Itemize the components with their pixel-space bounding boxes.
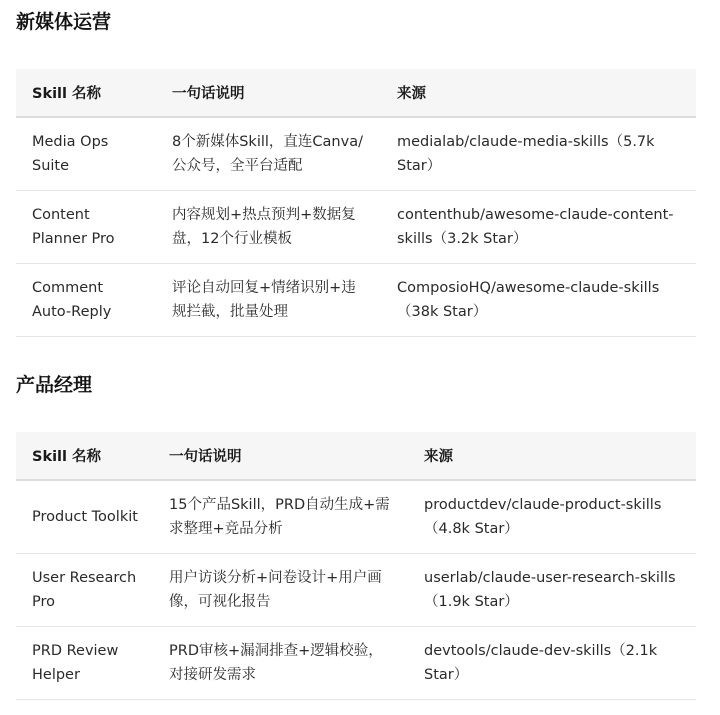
table-row — [16, 627, 696, 700]
skill-name-cell — [16, 480, 153, 554]
description-line: 求整理+竞品分析 — [169, 521, 283, 537]
column-header-description: 一句话说明 — [153, 432, 408, 480]
table-row — [16, 554, 696, 627]
description-line: 用户访谈分析+问卷设计+用户画 — [169, 570, 382, 586]
description-line: 内容规划+热点预判+数据复 — [172, 207, 356, 223]
description-line: 规拦截，批量处理 — [172, 304, 288, 320]
skill-name-line: Planner Pro — [32, 231, 115, 247]
source-line: medialab/claude-media-skills（5.7k — [397, 134, 655, 150]
source-line: （4.8k Star） — [424, 521, 519, 537]
column-header-source: 来源 — [408, 432, 696, 480]
skill-name-line: PRD Review — [32, 643, 119, 659]
description-line: PRD审核+漏洞排查+逻辑校验， — [169, 643, 383, 659]
source-line: contenthub/awesome-claude-content- — [397, 207, 674, 223]
source-cell — [408, 480, 696, 554]
source-line: devtools/claude-dev-skills（2.1k — [424, 643, 658, 659]
description-line: 像，可视化报告 — [169, 594, 271, 610]
column-header-skill-name: Skill 名称 — [16, 432, 153, 480]
source-cell — [408, 627, 696, 700]
skill-name-line: Helper — [32, 667, 80, 683]
skills-table-product-manager — [16, 432, 696, 700]
table-header-row — [16, 69, 696, 117]
skills-table-new-media — [16, 69, 696, 337]
section-title-new-media: 新媒体运营 — [16, 11, 112, 33]
section-title-product-manager: 产品经理 — [16, 374, 93, 396]
skill-name-line: Product Toolkit — [32, 509, 138, 525]
table-row — [16, 117, 696, 191]
table-row — [16, 191, 696, 264]
skill-name-line: Suite — [32, 158, 70, 174]
source-line: ComposioHQ/awesome-claude-skills — [397, 280, 660, 296]
description-cell — [153, 480, 408, 554]
column-header-description: 一句话说明 — [156, 69, 381, 117]
description-cell — [156, 191, 381, 264]
source-line: Star） — [397, 158, 442, 174]
description-line: 15个产品Skill，PRD自动生成+需 — [169, 497, 390, 513]
skill-name-cell — [16, 554, 153, 627]
table-row — [16, 480, 696, 554]
source-line: （1.9k Star） — [424, 594, 519, 610]
skill-name-cell — [16, 117, 156, 191]
description-line: 评论自动回复+情绪识别+违 — [172, 280, 356, 296]
skill-name-cell — [16, 627, 153, 700]
skill-name-line: Content — [32, 207, 90, 223]
description-cell — [153, 554, 408, 627]
source-cell — [408, 554, 696, 627]
skill-name-cell — [16, 264, 156, 337]
description-cell — [156, 264, 381, 337]
source-line: （38k Star） — [397, 304, 488, 320]
skill-name-line: Media Ops — [32, 134, 109, 150]
source-line: userlab/claude-user-research-skills — [424, 570, 676, 586]
skill-name-line: User Research — [32, 570, 137, 586]
table-header-row — [16, 432, 696, 480]
column-header-skill-name: Skill 名称 — [16, 69, 156, 117]
description-line: 盘，12个行业模板 — [172, 231, 292, 247]
source-line: skills（3.2k Star） — [397, 231, 528, 247]
source-line: productdev/claude-product-skills — [424, 497, 662, 513]
skill-name-line: Pro — [32, 594, 56, 610]
description-line: 公众号，全平台适配 — [172, 158, 303, 174]
source-cell — [381, 191, 696, 264]
description-line: 对接研发需求 — [169, 667, 256, 683]
description-cell — [153, 627, 408, 700]
skill-name-line: Comment — [32, 280, 104, 296]
description-cell — [156, 117, 381, 191]
skill-name-line: Auto-Reply — [32, 304, 112, 320]
source-cell — [381, 117, 696, 191]
skill-name-cell — [16, 191, 156, 264]
description-line: 8个新媒体Skill，直连Canva/ — [172, 134, 363, 150]
source-line: Star） — [424, 667, 469, 683]
source-cell — [381, 264, 696, 337]
table-row — [16, 264, 696, 337]
column-header-source: 来源 — [381, 69, 696, 117]
